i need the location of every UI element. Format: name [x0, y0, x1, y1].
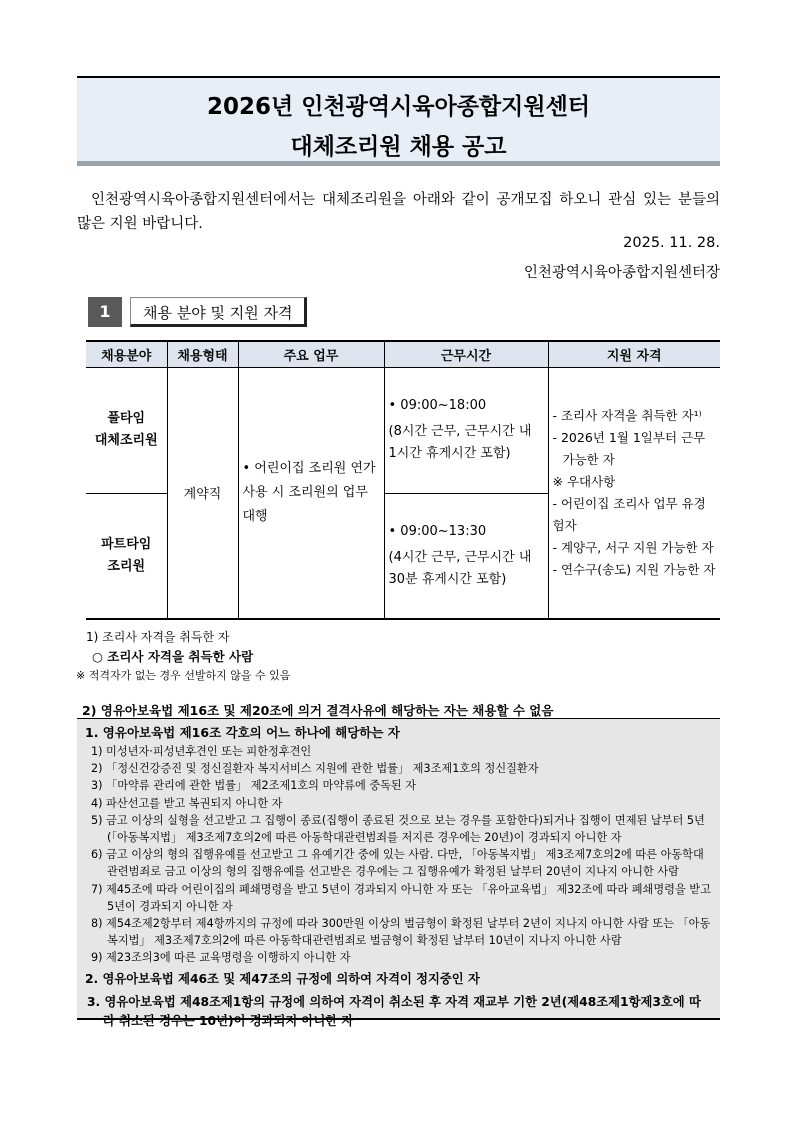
- intro-paragraph: 인천광역시육아종합지원센터에서는 대체조리원을 아래와 같이 공개모집 하오니 관심 있는 분들의 많은 지원 바랍니다.: [77, 192, 720, 232]
- disqualification-heading: 2) 영유아보육법 제16조 및 제20조에 의거 결격사유에 해당하는 자는 채용할 수 없음: [82, 703, 554, 718]
- hours-parttime: • 09:00~13:30 (4시간 근무, 근무시간 내 30분 휴게시간 포함): [384, 493, 548, 619]
- header-hours: 근무시간: [384, 341, 548, 367]
- field-parttime: 파트타임 조리원: [86, 493, 167, 619]
- list-item: 6) 금고 이상의 형의 집행유예를 선고받고 그 유예기간 중에 있는 사람. 다만, 「아동복지법」 제3조제7호의2에 따른 아동학대관련범죄로 금고 이상의 형의 집행유예를 선고받은 경우에는 그 집행유예가 확정된 날부터 20년이 지나지 아니한 사람: [91, 848, 704, 879]
- disq-h1: 1. 영유아보육법 제16조 각호의 어느 하나에 해당하는 자: [85, 725, 400, 740]
- list-item: 7) 제45조에 따라 어린이집의 폐쇄명령을 받고 5년이 경과되지 아니한 자 또는 「유아교육법」 제32조에 따라 폐쇄명령을 받고 5년이 경과되지 아니한 자: [91, 882, 711, 913]
- notice-date: 2025. 11. 28.: [623, 235, 720, 251]
- header-qualification: 지원 자격: [548, 341, 720, 367]
- list-item: 1) 미성년자·피성년후견인 또는 피한정후견인: [91, 745, 312, 758]
- footnote-1: 1) 조리사 자격을 취득한 자: [86, 630, 230, 644]
- list-item: 5) 금고 이상의 실형을 선고받고 그 집행이 종료(집행이 종료된 것으로 보는 경우를 포함한다)되거나 집행이 면제된 날부터 5년(「아동복지법」 제3조제7호의2에 따른 아동학대관련범죄를 저지른 경우에는 20년)이 경과되지 아니한 자: [91, 813, 705, 845]
- employment-type: 계약직: [167, 367, 238, 619]
- page-subtitle: 대체조리원 채용 공고: [290, 134, 507, 160]
- hours-fulltime: • 09:00~18:00 (8시간 근무, 근무시간 내 1시간 휴게시간 포함): [384, 367, 548, 493]
- field-fulltime: 풀타임 대체조리원: [86, 367, 167, 493]
- recruitment-table: [86, 340, 720, 620]
- table-header-row: [86, 341, 720, 367]
- issuer-name: 인천광역시육아종합지원센터장: [523, 265, 720, 281]
- title-box: [77, 76, 720, 166]
- footnotes: [76, 628, 291, 685]
- header-field: 채용분야: [86, 341, 167, 367]
- section-number: 1: [88, 297, 122, 327]
- list-item: 3) 「마약류 관리에 관한 법률」 제2조제1호의 마약류에 중독된 자: [91, 779, 417, 793]
- table-row: [86, 367, 720, 493]
- header-type: 채용형태: [167, 341, 238, 367]
- list-item: 9) 제23조의3에 따른 교육명령을 이행하지 아니한 자: [91, 951, 351, 965]
- disq-h3: 3. 영유아보육법 제48조제1항의 규정에 의하여 자격이 취소된 후 자격 재교부 기한 2년(제48조제1항제3호에 따라 취소된 경우는 10년)이 경과되지 아니한 자: [87, 994, 701, 1028]
- footnote-remark: ※ 적격자가 없는 경우 선발하지 않을 수 있음: [76, 669, 291, 682]
- list-item: 4) 파산선고를 받고 복권되지 아니한 자: [91, 796, 283, 810]
- page-title: 2026년 인천광역시육아종합지원센터: [206, 94, 591, 120]
- list-item: 2) 「정신건강증진 및 정신질환자 복지서비스 지원에 관한 법률」 제3조제1호의 정신질환자: [91, 762, 539, 776]
- qualification-list: - 조리사 자격을 취득한 자¹⁾ - 2026년 1월 1일부터 근무 가능한 자 ※ 우대사항 - 어린이집 조리사 업무 유경험자 - 계양구, 서구 지원 가능한 자 - 연수구(송도) 지원 가능한 자: [548, 367, 720, 619]
- disqualification-box: [77, 718, 720, 1028]
- list-item: 8) 제54조제2항부터 제4항까지의 규정에 따라 300만원 이상의 벌금형이 확정된 날부터 2년이 지나지 아니한 사람 또는 「아동복지법」 제3조제7호의2에 따른 아동학대관련범죄로 벌금형이 확정된 날부터 10년이 지나지 아니한 사람: [91, 917, 711, 948]
- section-heading: 채용 분야 및 지원 자격: [130, 297, 307, 327]
- disq-h2: 2. 영유아보육법 제46조 및 제47조의 규정에 의하여 자격이 정지중인 자: [85, 971, 480, 986]
- footnote-circle: ○ 조리사 자격을 취득한 사람: [92, 649, 254, 664]
- header-task: 주요 업무: [238, 341, 384, 367]
- main-task: • 어린이집 조리원 연가 사용 시 조리원의 업무 대행: [238, 367, 384, 619]
